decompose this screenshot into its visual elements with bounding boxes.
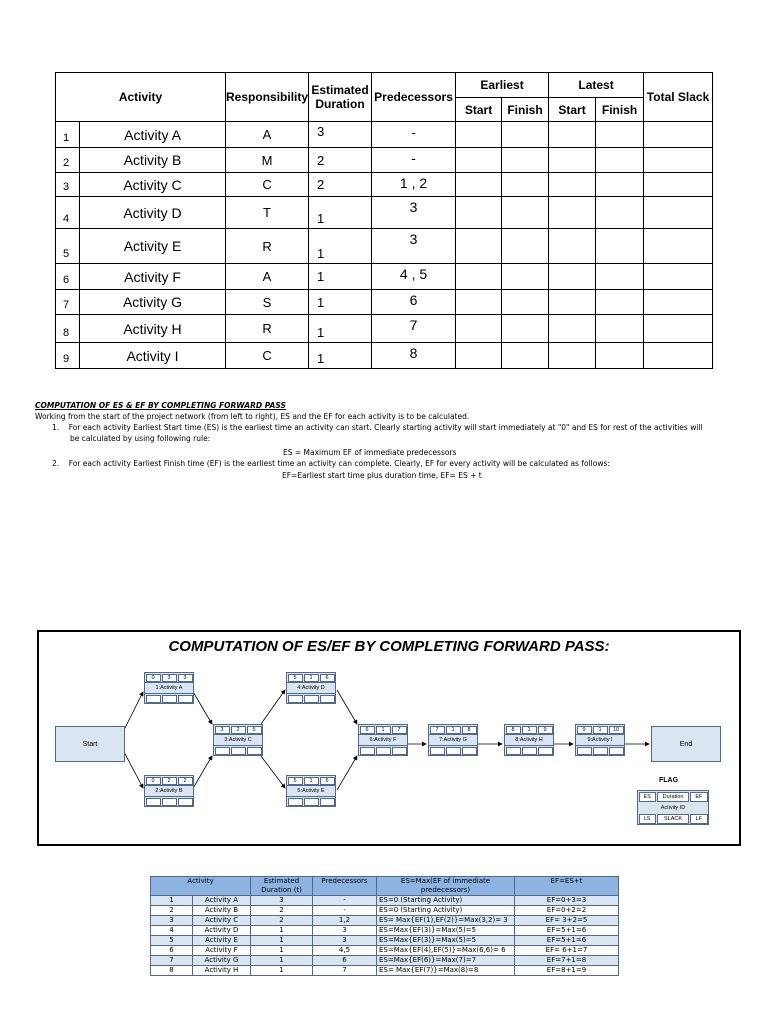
node-lf xyxy=(462,747,477,755)
node-ls xyxy=(360,747,375,755)
row-number: 1 xyxy=(151,896,193,906)
node-label: 9:Activity I xyxy=(576,734,624,746)
empty-cell xyxy=(502,343,549,369)
node-ef: 5 xyxy=(247,726,262,734)
es-formula: ES=0 (Starting Activity) xyxy=(377,906,515,916)
node-label: 7:Activity G xyxy=(429,734,477,746)
duration: 1 xyxy=(251,946,313,956)
table-row xyxy=(56,264,713,290)
node-label: 4:Activity D xyxy=(287,682,335,694)
diagram-title: COMPUTATION OF ES/EF BY COMPLETING FORWARD PASS: xyxy=(168,638,610,655)
flag-title: FLAG xyxy=(659,777,679,784)
header-earliest-finish: Finish xyxy=(502,98,549,122)
activity-name: Activity G xyxy=(80,290,226,315)
node-slack xyxy=(446,747,461,755)
empty-cell xyxy=(549,290,596,315)
responsibility: S xyxy=(226,290,309,315)
node-label: 2:Activity B xyxy=(145,785,193,797)
node-activity-a xyxy=(144,672,194,704)
node-activity-h xyxy=(504,724,554,756)
node-ef: 9 xyxy=(538,726,553,734)
predecessors: 3 xyxy=(372,197,456,229)
activity-name: Activity H xyxy=(80,315,226,343)
network-diagram xyxy=(37,630,741,846)
node-ls xyxy=(146,798,161,806)
node-lf xyxy=(320,695,335,703)
es-formula: ES=Max{EF(4),EF(5)}=Max(6,6)= 6 xyxy=(377,946,515,956)
node-lf xyxy=(247,747,262,755)
empty-cell xyxy=(644,315,713,343)
row-number: 4 xyxy=(151,926,193,936)
empty-cell xyxy=(596,290,644,315)
ef-formula: EF=5+1=6 xyxy=(515,926,619,936)
node-lf xyxy=(320,798,335,806)
node-ls xyxy=(215,747,230,755)
node-es: 5 xyxy=(288,777,303,785)
duration: 1 xyxy=(251,966,313,976)
duration: 1 xyxy=(309,315,372,343)
predecessors: - xyxy=(313,896,377,906)
responsibility: T xyxy=(226,197,309,229)
t2-header-ef: EF=ES+t xyxy=(515,877,619,896)
node-duration: 1 xyxy=(304,674,319,682)
responsibility: C xyxy=(226,343,309,369)
row-number: 5 xyxy=(56,229,80,264)
table-row xyxy=(56,229,713,264)
duration: 1 xyxy=(309,229,372,264)
t2-header-duration: Estimated Duration (t) xyxy=(251,877,313,896)
predecessors: 3 xyxy=(313,936,377,946)
row-number: 8 xyxy=(56,315,80,343)
es-formula: ES=0 (Starting Activity) xyxy=(377,896,515,906)
activity-name: Activity B xyxy=(193,906,251,916)
node-ef: 6 xyxy=(320,674,335,682)
empty-cell xyxy=(644,197,713,229)
table-row xyxy=(56,315,713,343)
header-activity: Activity xyxy=(56,73,226,122)
list-text: For each activity Earliest Finish time (EF) is the earliest time an activity can complete. Clearly, EF for every activity will be calculated as follows: xyxy=(68,459,610,468)
duration: 2 xyxy=(309,148,372,173)
empty-cell xyxy=(456,148,502,173)
node-slack xyxy=(304,695,319,703)
es-formula: ES= Max{EF(7)}=Max(8)=8 xyxy=(377,966,515,976)
empty-cell xyxy=(456,264,502,290)
duration: 1 xyxy=(309,343,372,369)
node-duration: 1 xyxy=(376,726,391,734)
node-ef: 6 xyxy=(320,777,335,785)
row-number: 3 xyxy=(56,173,80,197)
row-number: 2 xyxy=(151,906,193,916)
empty-cell xyxy=(644,290,713,315)
node-ls xyxy=(288,798,303,806)
activity-name: Activity F xyxy=(193,946,251,956)
activity-table xyxy=(55,72,713,369)
flag-lf: LF xyxy=(690,814,707,824)
empty-cell xyxy=(456,290,502,315)
predecessors: 3 xyxy=(372,229,456,264)
node-es: 3 xyxy=(215,726,230,734)
node-duration: 1 xyxy=(593,726,608,734)
arrow-start-a xyxy=(123,692,143,732)
arrow-b-c xyxy=(192,756,212,790)
row-number: 7 xyxy=(56,290,80,315)
empty-cell xyxy=(502,264,549,290)
activity-name: Activity I xyxy=(80,343,226,369)
empty-cell xyxy=(549,343,596,369)
arrow-start-b xyxy=(123,750,143,788)
activity-name: Activity E xyxy=(193,936,251,946)
header-total-slack: Total Slack xyxy=(644,73,713,122)
responsibility: R xyxy=(226,229,309,264)
header-latest-finish: Finish xyxy=(596,98,644,122)
node-lf xyxy=(178,798,193,806)
table-row xyxy=(151,926,619,936)
node-duration: 2 xyxy=(231,726,246,734)
node-lf xyxy=(538,747,553,755)
node-duration: 2 xyxy=(162,777,177,785)
node-label: 8:Activity H xyxy=(505,734,553,746)
ef-formula: EF=5+1=6 xyxy=(515,936,619,946)
node-duration: 3 xyxy=(162,674,177,682)
responsibility: A xyxy=(226,122,309,148)
duration: 1 xyxy=(251,926,313,936)
table-row xyxy=(56,343,713,369)
empty-cell xyxy=(549,173,596,197)
duration: 2 xyxy=(309,173,372,197)
empty-cell xyxy=(502,315,549,343)
table-row xyxy=(151,896,619,906)
duration: 1 xyxy=(309,197,372,229)
node-es: 0 xyxy=(146,674,161,682)
node-activity-c xyxy=(213,724,263,756)
empty-cell xyxy=(644,264,713,290)
arrow-d-f xyxy=(337,690,357,724)
node-ls xyxy=(506,747,521,755)
empty-cell xyxy=(502,148,549,173)
row-number: 6 xyxy=(56,264,80,290)
predecessors: - xyxy=(372,148,456,173)
node-ls xyxy=(430,747,445,755)
node-slack xyxy=(304,798,319,806)
node-es: 0 xyxy=(146,777,161,785)
list-text: For each activity Earliest Start time (ES) is the earliest time an activity can start. Clearly starting activity will start immediately at "0" and ES for rest of the activities will xyxy=(68,423,703,432)
arrow-c-d xyxy=(261,690,285,724)
es-formula: ES=Max{EF(6)}=Max(7)=7 xyxy=(377,956,515,966)
activity-name: Activity A xyxy=(193,896,251,906)
t2-header-activity: Activity xyxy=(151,877,251,896)
table-row xyxy=(56,290,713,315)
header-responsibility: Responsibility xyxy=(226,73,309,122)
node-slack xyxy=(376,747,391,755)
node-slack xyxy=(162,695,177,703)
table-row xyxy=(151,916,619,926)
es-formula: ES= Max{EF(1),EF(2)}=Max(3,2)= 3 xyxy=(377,916,515,926)
node-activity-g xyxy=(428,724,478,756)
node-ef: 10 xyxy=(609,726,624,734)
node-activity-f xyxy=(358,724,408,756)
es-formula: ES=Max{EF(3)}=Max(5)=5 xyxy=(377,926,515,936)
es-rule: ES = Maximum EF of immediate predecessors xyxy=(283,448,457,457)
header-earliest: Earliest xyxy=(456,73,549,98)
activity-name: Activity B xyxy=(80,148,226,173)
ef-rule: EF=Earliest start time plus duration time, EF= ES + t xyxy=(282,471,482,480)
predecessors: 4,5 xyxy=(313,946,377,956)
predecessors: - xyxy=(372,122,456,148)
activity-name: Activity F xyxy=(80,264,226,290)
table-row xyxy=(151,946,619,956)
row-number: 3 xyxy=(151,916,193,926)
node-es: 7 xyxy=(430,726,445,734)
end-node: End xyxy=(651,726,721,762)
duration: 2 xyxy=(251,906,313,916)
ef-formula: EF=0+3=3 xyxy=(515,896,619,906)
ef-formula: EF=7+1=8 xyxy=(515,956,619,966)
table-row xyxy=(151,966,619,976)
empty-cell xyxy=(456,315,502,343)
node-ef: 8 xyxy=(462,726,477,734)
ef-formula: EF=0+2=2 xyxy=(515,906,619,916)
activity-name: Activity E xyxy=(80,229,226,264)
flag-activity-id: Activity ID xyxy=(660,804,686,811)
table-row xyxy=(151,956,619,966)
activity-name: Activity D xyxy=(193,926,251,936)
node-slack xyxy=(231,747,246,755)
table-row xyxy=(56,173,713,197)
activity-name: Activity H xyxy=(193,966,251,976)
empty-cell xyxy=(502,229,549,264)
empty-cell xyxy=(644,229,713,264)
table-row xyxy=(56,197,713,229)
node-slack xyxy=(522,747,537,755)
activity-name: Activity A xyxy=(80,122,226,148)
empty-cell xyxy=(644,343,713,369)
empty-cell xyxy=(596,264,644,290)
row-number: 2 xyxy=(56,148,80,173)
empty-cell xyxy=(456,229,502,264)
empty-cell xyxy=(549,122,596,148)
node-es: 6 xyxy=(360,726,375,734)
header-predecessors: Predecessors xyxy=(372,73,456,122)
ef-formula: EF= 3+2=5 xyxy=(515,916,619,926)
es-formula: ES=Max{EF(3)}=Max(5)=5 xyxy=(377,936,515,946)
node-es: 5 xyxy=(288,674,303,682)
node-label: 6:Activity F xyxy=(359,734,407,746)
list-number: 2. xyxy=(52,459,60,468)
node-lf xyxy=(178,695,193,703)
responsibility: C xyxy=(226,173,309,197)
node-ls xyxy=(288,695,303,703)
arrow-c-e xyxy=(261,756,285,788)
node-es: 8 xyxy=(506,726,521,734)
duration: 2 xyxy=(251,916,313,926)
table-row xyxy=(56,122,713,148)
empty-cell xyxy=(502,197,549,229)
empty-cell xyxy=(596,197,644,229)
flag-legend xyxy=(637,790,709,825)
predecessors: 3 xyxy=(313,926,377,936)
node-ls xyxy=(577,747,592,755)
row-number: 8 xyxy=(151,966,193,976)
empty-cell xyxy=(549,148,596,173)
node-activity-e xyxy=(286,775,336,807)
activity-name: Activity C xyxy=(193,916,251,926)
node-duration: 1 xyxy=(522,726,537,734)
empty-cell xyxy=(456,343,502,369)
header-latest-start: Start xyxy=(549,98,596,122)
node-duration: 1 xyxy=(304,777,319,785)
duration: 3 xyxy=(251,896,313,906)
table-row xyxy=(56,148,713,173)
es-ef-table xyxy=(150,876,619,976)
list-item-1-cont: be calculated by using following rule: xyxy=(70,434,211,443)
node-ef: 3 xyxy=(178,674,193,682)
predecessors: - xyxy=(313,906,377,916)
list-number: 1. xyxy=(52,423,60,432)
list-item-2 xyxy=(52,458,610,469)
activity-name: Activity D xyxy=(80,197,226,229)
ef-formula: EF=8+1=9 xyxy=(515,966,619,976)
empty-cell xyxy=(549,264,596,290)
t2-header-predecessors: Predecessors xyxy=(313,877,377,896)
node-es: 9 xyxy=(577,726,592,734)
node-activity-i xyxy=(575,724,625,756)
empty-cell xyxy=(596,122,644,148)
node-slack xyxy=(593,747,608,755)
duration: 1 xyxy=(251,956,313,966)
flag-ls: LS xyxy=(639,814,656,824)
node-activity-b xyxy=(144,775,194,807)
empty-cell xyxy=(502,173,549,197)
predecessors: 6 xyxy=(313,956,377,966)
predecessors: 8 xyxy=(372,343,456,369)
node-label: 5:Activity E xyxy=(287,785,335,797)
flag-ef: EF xyxy=(690,792,707,802)
predecessors: 7 xyxy=(372,315,456,343)
empty-cell xyxy=(644,173,713,197)
empty-cell xyxy=(549,315,596,343)
row-number: 4 xyxy=(56,197,80,229)
start-node: Start xyxy=(55,726,125,762)
empty-cell xyxy=(502,290,549,315)
empty-cell xyxy=(596,173,644,197)
intro-paragraph: Working from the start of the project network (from left to right), ES and the EF for each activity is to be calculated. xyxy=(35,412,470,421)
empty-cell xyxy=(456,173,502,197)
forward-pass-heading: COMPUTATION OF ES & EF BY COMPLETING FORWARD PASS xyxy=(35,401,286,410)
predecessors: 6 xyxy=(372,290,456,315)
empty-cell xyxy=(456,197,502,229)
predecessors: 1,2 xyxy=(313,916,377,926)
flag-duration: Duration xyxy=(657,792,690,802)
responsibility: A xyxy=(226,264,309,290)
t2-header-es: ES=Max(EF of immediate predecessors) xyxy=(377,877,515,896)
header-earliest-start: Start xyxy=(456,98,502,122)
node-ls xyxy=(146,695,161,703)
node-activity-d xyxy=(286,672,336,704)
node-label: 3:Activity C xyxy=(214,734,262,746)
empty-cell xyxy=(549,197,596,229)
duration: 1 xyxy=(251,936,313,946)
duration: 1 xyxy=(309,290,372,315)
activity-name: Activity C xyxy=(80,173,226,197)
node-lf xyxy=(392,747,407,755)
responsibility: M xyxy=(226,148,309,173)
predecessors: 1 , 2 xyxy=(372,173,456,197)
predecessors: 4 , 5 xyxy=(372,264,456,290)
node-ef: 7 xyxy=(392,726,407,734)
header-latest: Latest xyxy=(549,73,644,98)
empty-cell xyxy=(596,148,644,173)
node-lf xyxy=(609,747,624,755)
empty-cell xyxy=(644,122,713,148)
responsibility: R xyxy=(226,315,309,343)
empty-cell xyxy=(596,229,644,264)
row-number: 1 xyxy=(56,122,80,148)
empty-cell xyxy=(549,229,596,264)
table-row xyxy=(151,936,619,946)
node-ef: 2 xyxy=(178,777,193,785)
activity-name: Activity G xyxy=(193,956,251,966)
predecessors: 7 xyxy=(313,966,377,976)
node-label: 1:Activity A xyxy=(145,682,193,694)
row-number: 7 xyxy=(151,956,193,966)
row-number: 6 xyxy=(151,946,193,956)
empty-cell xyxy=(596,343,644,369)
duration: 3 xyxy=(309,122,372,148)
row-number: 9 xyxy=(56,343,80,369)
arrow-e-f xyxy=(337,756,357,790)
empty-cell xyxy=(644,148,713,173)
row-number: 5 xyxy=(151,936,193,946)
flag-es: ES xyxy=(639,792,656,802)
ef-formula: EF= 6+1=7 xyxy=(515,946,619,956)
table-row xyxy=(151,906,619,916)
flag-slack: SLACK xyxy=(657,814,690,824)
empty-cell xyxy=(596,315,644,343)
empty-cell xyxy=(456,122,502,148)
node-duration: 1 xyxy=(446,726,461,734)
header-duration: Estimated Duration xyxy=(309,73,372,122)
list-item-1 xyxy=(52,422,703,433)
node-slack xyxy=(162,798,177,806)
arrow-a-c xyxy=(192,690,212,724)
duration: 1 xyxy=(309,264,372,290)
empty-cell xyxy=(502,122,549,148)
